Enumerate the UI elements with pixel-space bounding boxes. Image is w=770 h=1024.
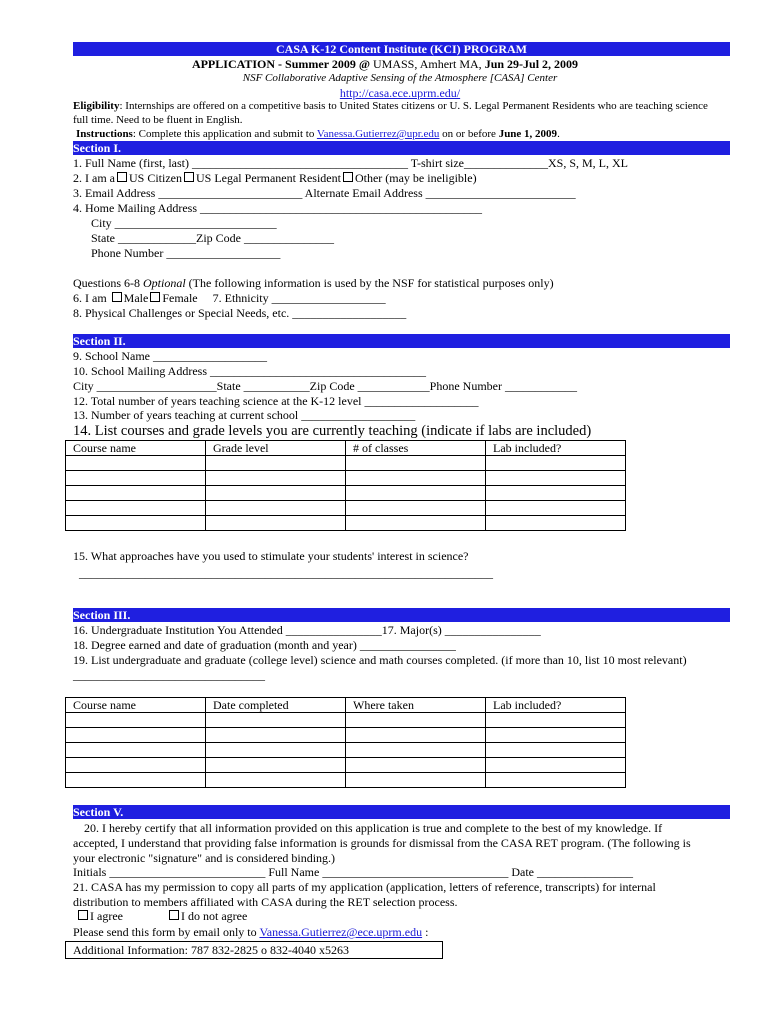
program-title: CASA K-12 Content Institute (KCI) PROGRAM [276, 42, 527, 56]
q19-answer-line[interactable]: ________________________________ [73, 668, 265, 682]
female-checkbox[interactable] [150, 292, 160, 302]
section-2-title: Section II. [73, 334, 126, 348]
instructions-post: on or before [442, 128, 496, 140]
table-cell[interactable] [346, 516, 486, 531]
send-post: : [425, 925, 429, 939]
header-title-bar [73, 42, 730, 56]
q6-label: 6. I am [73, 291, 107, 305]
table-header-row [66, 441, 626, 456]
instructions-period: . [557, 128, 560, 140]
table-cell[interactable] [486, 486, 626, 501]
table-cell[interactable] [66, 516, 206, 531]
table-cell[interactable] [66, 728, 206, 743]
disagree-checkbox[interactable] [169, 910, 179, 920]
instructions-label: Instructions [76, 128, 133, 140]
consent-options [76, 909, 247, 923]
table-cell[interactable] [206, 516, 346, 531]
table-cell[interactable] [486, 773, 626, 788]
section-5-bar [73, 805, 730, 819]
table-row[interactable] [66, 728, 626, 743]
table-cell[interactable] [66, 471, 206, 486]
table-cell[interactable] [206, 471, 346, 486]
agree-label: I agree [90, 909, 123, 923]
application-title: APPLICATION - Summer 2009 @ [191, 57, 370, 71]
q1-full-name[interactable]: 1. Full Name (first, last) ____________________________________ T-shirt size______________XS, S, M, L, XL [73, 156, 628, 170]
section-3-title: Section III. [73, 608, 131, 622]
college-courses-table [65, 697, 626, 788]
q20-line2: accepted, I understand that providing false information is grounds for dismissal from the CASA RET program. (The following is [73, 836, 691, 850]
table-cell[interactable] [206, 486, 346, 501]
send-pre: Please send this form by email only to [73, 925, 257, 939]
section-2-bar [73, 334, 730, 348]
disagree-label: I do not agree [180, 909, 248, 923]
male-checkbox[interactable] [112, 292, 122, 302]
other-label: Other (may be ineligible) [354, 171, 477, 185]
q6-gender [73, 291, 386, 305]
section-1-title: Section I. [73, 141, 121, 155]
table-cell[interactable] [206, 501, 346, 516]
city-field[interactable]: City ___________________________ [91, 216, 277, 230]
table-cell[interactable] [346, 713, 486, 728]
table-cell[interactable] [206, 758, 346, 773]
table-row[interactable] [66, 501, 626, 516]
current-courses-table [65, 440, 626, 531]
permanent-resident-checkbox[interactable] [184, 172, 194, 182]
q20-line3: your electronic "signature" and is considered binding.) [73, 851, 336, 865]
signature-line[interactable]: Initials __________________________ Full Name _______________________________ Date ________________ [73, 865, 633, 879]
additional-info: Additional Information: 787 832-2825 o 832-4040 x5263 [73, 943, 349, 957]
eligibility-line1 [73, 100, 708, 113]
q15-answer-line[interactable]: _____________________________________________________________________ [79, 566, 493, 580]
table-cell[interactable] [66, 773, 206, 788]
q13-years-current[interactable]: 13. Number of years teaching at current school ___________________ [73, 408, 416, 422]
instructions-text: : Complete this application and submit to [132, 128, 315, 140]
q2-citizenship [73, 171, 477, 185]
section-5-title: Section V. [73, 805, 124, 819]
table-cell[interactable] [346, 471, 486, 486]
q4-home-address[interactable]: 4. Home Mailing Address _______________________________________________ [73, 201, 482, 215]
table-cell[interactable] [66, 456, 206, 471]
application-dates: Jun 29-Jul 2, 2009 [484, 57, 579, 71]
table-cell[interactable] [346, 728, 486, 743]
table-cell[interactable] [346, 501, 486, 516]
q3-email[interactable]: 3. Email Address ________________________ Alternate Email Address _________________________ [73, 186, 576, 200]
send-email-link[interactable]: Vanessa.Gutierrez@ece.uprm.edu [259, 925, 423, 939]
table-cell[interactable] [206, 728, 346, 743]
table-row[interactable] [66, 713, 626, 728]
table-cell[interactable] [206, 743, 346, 758]
phone-field[interactable]: Phone Number ___________________ [91, 246, 281, 260]
instructions-line [76, 128, 560, 141]
q18-degree[interactable]: 18. Degree earned and date of graduation (month and year) ________________ [73, 638, 456, 652]
deadline: June 1, 2009 [498, 128, 558, 140]
section-3-bar [73, 608, 730, 622]
q12-years-teaching[interactable]: 12. Total number of years teaching science at the K-12 level ___________________ [73, 394, 479, 408]
col-header-course: Course name [66, 698, 206, 713]
q15-approaches: 15. What approaches have you used to stimulate your students' interest in science? [73, 549, 469, 563]
col-header-course: Course name [66, 441, 206, 456]
table-cell[interactable] [486, 743, 626, 758]
eligibility-line2: full time. Need to be fluent in English. [73, 114, 243, 126]
application-line [0, 57, 770, 71]
table-cell[interactable] [346, 456, 486, 471]
table-cell[interactable] [486, 456, 626, 471]
table-row[interactable] [66, 456, 626, 471]
casa-url-link[interactable] [0, 86, 770, 100]
table-cell[interactable] [346, 758, 486, 773]
table-cell[interactable] [66, 743, 206, 758]
table-cell[interactable] [486, 758, 626, 773]
eligibility-label: Eligibility [73, 100, 120, 112]
table-row[interactable] [66, 516, 626, 531]
table-header-row [66, 698, 626, 713]
col-header-date: Date completed [206, 698, 346, 713]
table-row[interactable] [66, 743, 626, 758]
table-row[interactable] [66, 471, 626, 486]
url-text[interactable]: http://casa.ece.uprm.edu/ [339, 86, 461, 100]
table-cell[interactable] [486, 501, 626, 516]
col-header-classes: # of classes [346, 441, 486, 456]
table-cell[interactable] [66, 501, 206, 516]
female-label: Female [162, 291, 198, 305]
center-name: NSF Collaborative Adaptive Sensing of the Atmosphere [CASA] Center [242, 72, 558, 84]
table-cell[interactable] [346, 743, 486, 758]
optional-post: (The following information is used by the NSF for statistical purposes only) [188, 276, 554, 290]
table-cell[interactable] [66, 486, 206, 501]
q21-line2: distribution to members affiliated with CASA during the RET selection process. [73, 895, 458, 909]
permanent-resident-label: US Legal Permanent Resident [195, 171, 341, 185]
table-cell[interactable] [66, 713, 206, 728]
table-cell[interactable] [486, 516, 626, 531]
col-header-where: Where taken [346, 698, 486, 713]
q9-school-name[interactable]: 9. School Name ___________________ [73, 349, 267, 363]
col-header-lab: Lab included? [486, 441, 626, 456]
optional-word: Optional [143, 276, 186, 290]
optional-note [73, 276, 554, 290]
q16-institution[interactable]: 16. Undergraduate Institution You Attended ________________17. Major(s) ________________ [73, 623, 541, 637]
agree-checkbox[interactable] [78, 910, 88, 920]
us-citizen-checkbox[interactable] [117, 172, 127, 182]
other-checkbox[interactable] [343, 172, 353, 182]
optional-pre: Questions 6-8 [73, 276, 140, 290]
table-cell[interactable] [206, 773, 346, 788]
eligibility-text: : Internships are offered on a competitive basis to United States citizens or U. S. Legal Permanent Residents who are teaching science [119, 100, 708, 112]
table-row[interactable] [66, 486, 626, 501]
q2-label: 2. I am a [73, 171, 115, 185]
q14-courses-heading: 14. List courses and grade levels you are currently teaching (indicate if labs are included) [73, 423, 592, 439]
q10-school-address[interactable]: 10. School Mailing Address ____________________________________ [73, 364, 426, 378]
us-citizen-label: US Citizen [128, 171, 182, 185]
instructions-email-link[interactable]: Vanessa.Gutierrez@upr.edu [316, 128, 440, 140]
table-cell[interactable] [66, 758, 206, 773]
q19-courses: 19. List undergraduate and graduate (college level) science and math courses completed. (if more than 10, list 10 most relevant) [73, 653, 687, 667]
q21-line1: 21. CASA has my permission to copy all parts of my application (application, letters of reference, transcripts) for internal [73, 880, 656, 894]
table-row[interactable] [66, 758, 626, 773]
additional-info-box [65, 941, 443, 959]
school-city-line[interactable]: City ____________________State ___________Zip Code ____________Phone Number ____________ [73, 379, 577, 393]
table-cell[interactable] [486, 713, 626, 728]
table-row[interactable] [66, 773, 626, 788]
q8-challenges[interactable]: 8. Physical Challenges or Special Needs, etc. ___________________ [73, 306, 407, 320]
col-header-lab: Lab included? [486, 698, 626, 713]
table-cell[interactable] [486, 471, 626, 486]
q20-line1: 20. I hereby certify that all information provided on this application is true and complete to the best of my knowledge. If [84, 821, 663, 835]
table-cell[interactable] [486, 728, 626, 743]
table-cell[interactable] [346, 773, 486, 788]
table-cell[interactable] [206, 713, 346, 728]
state-zip-field[interactable]: State _____________Zip Code _______________ [91, 231, 334, 245]
q7-ethnicity[interactable]: 7. Ethnicity ___________________ [212, 291, 386, 305]
application-location: UMASS, Amhert MA, [373, 57, 482, 71]
send-instructions [73, 925, 428, 939]
section-1-bar [73, 141, 730, 155]
table-cell[interactable] [206, 456, 346, 471]
male-label: Male [123, 291, 149, 305]
table-cell[interactable] [346, 486, 486, 501]
col-header-grade: Grade level [206, 441, 346, 456]
